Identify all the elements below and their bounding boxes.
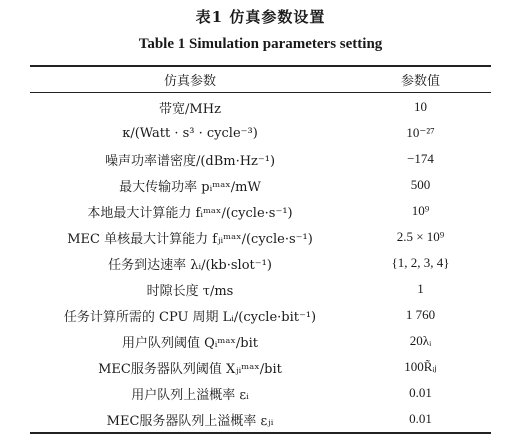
param-cell: 带宽/MHz: [159, 101, 221, 117]
param-cell: 时隙长度 τ/ms: [146, 283, 234, 299]
table-title-cn: 表1 仿真参数设置: [195, 8, 326, 26]
value-cell: 500: [410, 177, 431, 192]
table-row: [30, 146, 491, 172]
table-row: [30, 94, 491, 120]
param-cell: 噪声功率谱密度/(dBm·Hz⁻¹): [104, 153, 276, 169]
param-cell: 用户队列上溢概率 εᵢ: [131, 387, 249, 403]
table-row: [30, 120, 491, 146]
param-cell: 本地最大计算能力 fᵢᵐᵃˣ/(cycle·s⁻¹): [87, 205, 293, 221]
bottom-rule: [30, 432, 491, 434]
value-cell: 0.01: [409, 411, 432, 426]
table-row: [30, 328, 491, 354]
value-cell: {1, 2, 3, 4}: [391, 255, 450, 270]
value-cell: 2.5 × 10⁹: [396, 229, 445, 244]
table-row: [30, 302, 491, 328]
table-row: [30, 406, 491, 432]
table-title-en: Table 1 Simulation parameters setting: [138, 36, 383, 52]
param-cell: 最大传输功率 pᵢᵐᵃˣ/mW: [119, 179, 261, 195]
table-row: [30, 354, 491, 380]
param-cell: 用户队列阈值 Qᵢᵐᵃˣ/bit: [122, 335, 258, 351]
table-row: [30, 172, 491, 198]
table-row: [30, 250, 491, 276]
param-cell: 任务到达速率 λᵢ/(kb·slot⁻¹): [108, 257, 272, 273]
table-row: [30, 224, 491, 250]
header-rule: [30, 92, 491, 93]
table-row: [30, 380, 491, 406]
value-cell: 1 760: [405, 307, 436, 322]
table-header: [30, 66, 491, 92]
value-cell: 10⁻²⁷: [406, 125, 435, 140]
value-cell: 10: [414, 99, 427, 114]
value-cell: 100R̃ᵢⱼ: [404, 359, 437, 374]
table-row: [30, 198, 491, 224]
param-cell: MEC 单核最大计算能力 fⱼᵢᵐᵃˣ/(cycle·s⁻¹): [67, 231, 313, 247]
value-cell: 1: [417, 281, 424, 296]
table-row: [30, 276, 491, 302]
param-cell: 任务计算所需的 CPU 周期 Lᵢ/(cycle·bit⁻¹): [63, 309, 317, 325]
header-value: 参数值: [400, 73, 440, 89]
value-cell: −174: [407, 151, 434, 166]
value-cell: 10⁹: [411, 203, 430, 218]
header-param: 仿真参数: [163, 73, 216, 89]
value-cell: 20λᵢ: [409, 333, 432, 348]
param-cell: MEC服务器队列上溢概率 εⱼᵢ: [106, 413, 274, 429]
value-cell: 0.01: [409, 385, 432, 400]
param-cell: MEC服务器队列阈值 Xⱼᵢᵐᵃˣ/bit: [98, 361, 282, 377]
param-cell: κ/(Watt · s³ · cycle⁻³): [122, 125, 258, 141]
